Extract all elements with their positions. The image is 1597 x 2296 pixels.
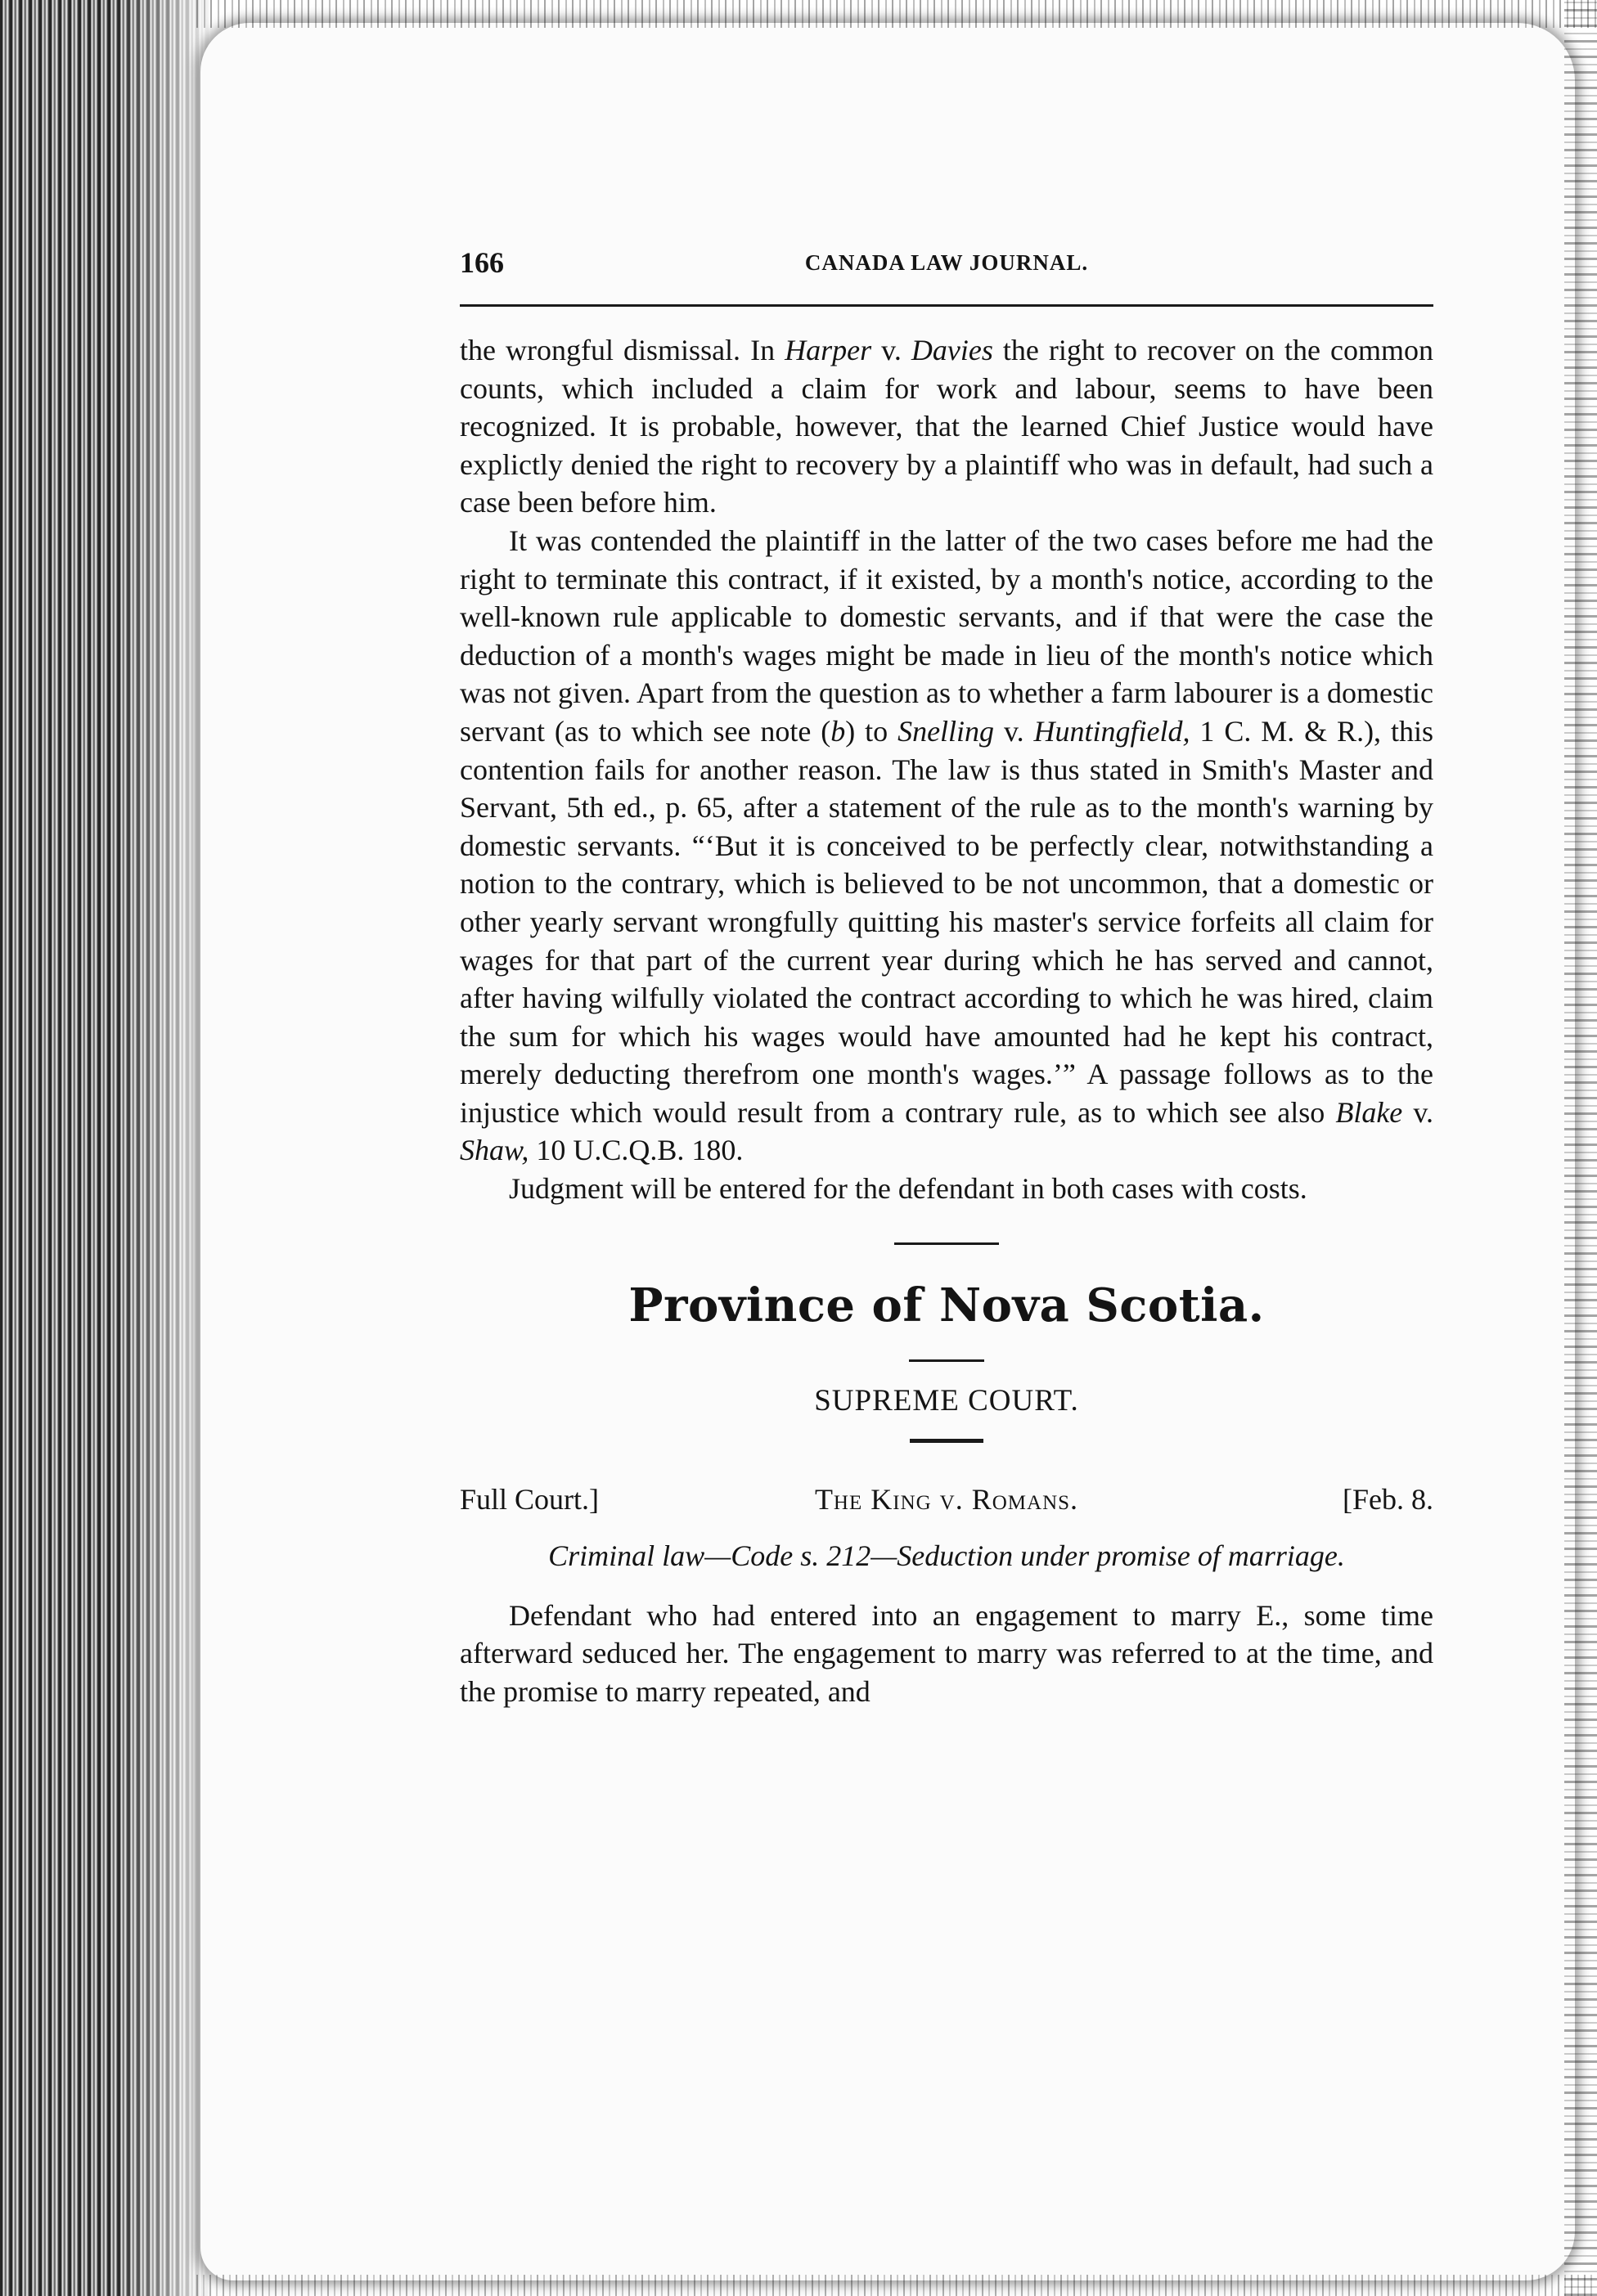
- scanned-book-edge: [0, 0, 213, 2296]
- court-divider: [910, 1439, 983, 1443]
- paragraph-1: [460, 331, 1433, 522]
- case-summary: Defendant who had entered into an engagement to marry E., some time afterward seduced her. The engagement to marry was referred to at the time, and the promise to marry repeated, and: [460, 1598, 1433, 1708]
- case-party-huntingfield: Huntingfield,: [1033, 714, 1190, 748]
- text-run: v.: [994, 714, 1034, 748]
- scan-noise-bottom: [196, 2275, 1597, 2296]
- body-text: [460, 331, 1433, 1208]
- page-content: [460, 245, 1433, 1740]
- headnote: Criminal law—Code s. 212—Seduction under promise of marriage.: [548, 1539, 1345, 1572]
- running-head: [460, 245, 1433, 307]
- paragraph-2: [460, 522, 1433, 1170]
- heading-divider: [909, 1359, 984, 1362]
- case-caption: [460, 1480, 1433, 1518]
- journal-title: CANADA LAW JOURNAL.: [804, 250, 1089, 275]
- case-date: [Feb. 8.: [1343, 1482, 1433, 1516]
- case-party-blake: Blake: [1335, 1095, 1403, 1129]
- case-party-davies: Davies: [911, 334, 993, 366]
- text-run: 1 C. M. & R.), this contention fails for another reason. The law is thus stated in Smith's Master and Servant, 5th ed., p. 65, after a statement of the rule as to the month's warning by domestic servants. “‘But it is conceived to be perfectly clear, notwithstanding a notion to the contrary, which is believed to be not uncommon, that a domestic or other yearly servant wrongfully quitting his master's service forfeits all claim for wages for that part of the current year during which he has served and cannot, after having wilfully violated the contract according to which he was hired, claim the sum for which his wages would have amounted had he kept his contract, merely deducting therefrom one month's wages.’” A passage follows as to the injustice which would result from a contrary rule, as to which see also: [460, 714, 1433, 1129]
- text-run: ) to: [845, 714, 898, 748]
- scan-noise-top: [196, 0, 1597, 28]
- case-party-harper: Harper: [785, 334, 872, 366]
- text-run: 10 U.C.Q.B. 180.: [529, 1134, 744, 1167]
- case-name: The King v. Romans.: [814, 1482, 1079, 1516]
- page-number: 166: [460, 246, 504, 279]
- text-run: v.: [1402, 1095, 1433, 1129]
- case-party-shaw: Shaw,: [460, 1134, 529, 1167]
- text-run: It was contended the plaintiff in the latter of the two cases before me had the right to terminate this contract, if it existed, by a month's notice, according to the well-known rule applicable to domestic servants, and if that were the case the deduction of a month's wages might be made in lieu of the month's notice which was not given. Apart from the question as to whether a farm labourer is a domestic servant (as to which see note (: [460, 523, 1433, 748]
- note-letter: b: [830, 714, 846, 748]
- scan-noise-right: [1564, 0, 1597, 2296]
- text-run: the wrongful dismissal. In: [460, 334, 785, 366]
- case-party-snelling: Snelling: [897, 714, 995, 748]
- paragraph-3: Judgment will be entered for the defendant in both cases with costs.: [509, 1172, 1307, 1206]
- section-divider: [894, 1242, 999, 1245]
- province-heading: Province of Nova Scotia.: [628, 1278, 1265, 1332]
- case-court: Full Court.]: [460, 1482, 600, 1516]
- text-run: the right to recover on the common counts, which included a claim for work and labour, seems to have been recognized. It is probable, however, that the learned Chief Justice would have explictly denied the right to recovery by a plaintiff who was in default, had such a case been before him.: [460, 334, 1433, 519]
- text-run: v.: [871, 334, 911, 366]
- court-heading: SUPREME COURT.: [814, 1383, 1079, 1418]
